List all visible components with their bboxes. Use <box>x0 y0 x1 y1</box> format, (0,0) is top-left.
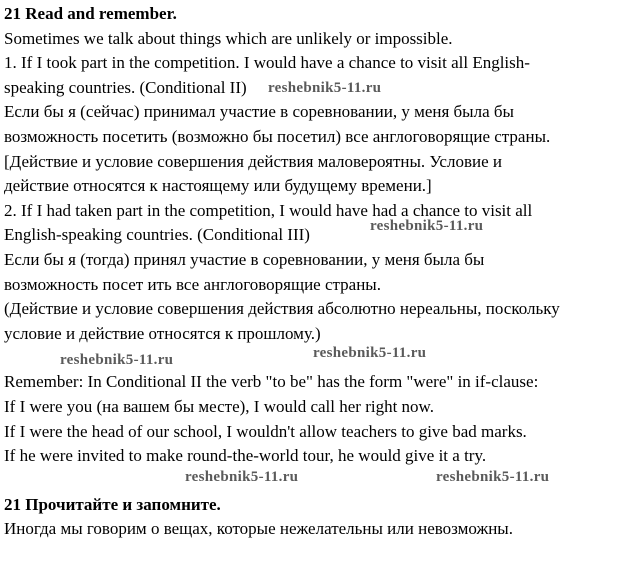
section-title-en: 21 Read and remember. <box>4 4 177 23</box>
text-line: [Действие и условие совершения действия маловероятны. Условие и <box>4 151 502 171</box>
text-line: Remember: In Conditional II the verb "to be" has the form "were" in if-clause: <box>4 372 539 392</box>
text-line: действие относятся к настоящему или будущему времени.] <box>4 176 432 196</box>
text-line: If I were you (на вашем бы месте), I would call her right now. <box>4 396 434 416</box>
text-line: возможность посет ить все англоговорящие страны. <box>4 274 381 294</box>
section-title-ru: 21 Прочитайте и запомните. <box>4 494 221 514</box>
text-line: 2. If I had taken part in the competition, I would have had a chance to visit all <box>4 200 533 220</box>
watermark: reshebnik5-11.ru <box>313 345 427 361</box>
text-line: If I were the head of our school, I wouldn't allow teachers to give bad marks. <box>4 421 527 441</box>
text-line: speaking countries. (Conditional II) <box>4 77 247 97</box>
text-line: 1. If I took part in the competition. I would have a chance to visit all English- <box>4 53 530 73</box>
watermark: reshebnik5-11.ru <box>370 218 484 234</box>
watermark: reshebnik5-11.ru <box>60 352 174 368</box>
text-line: Если бы я (сейчас) принимал участие в соревновании, у меня была бы <box>4 102 514 122</box>
watermark: reshebnik5-11.ru <box>185 469 299 485</box>
text-line: Если бы я (тогда) принял участие в соревновании, у меня была бы <box>4 249 485 269</box>
text-line-ru: Иногда мы говорим о вещах, которые нежелательны или невозможны. <box>4 519 513 539</box>
watermark: reshebnik5-11.ru <box>268 80 382 96</box>
text-line: Sometimes we talk about things which are unlikely or impossible. <box>4 28 453 48</box>
watermark: reshebnik5-11.ru <box>436 469 550 485</box>
text-line: If he were invited to make round-the-world tour, he would give it a try. <box>4 446 487 466</box>
text-line: возможность посетить (возможно бы посетил) все англоговорящие страны. <box>4 126 551 146</box>
text-line: (Действие и условие совершения действия абсолютно нереальны, поскольку <box>4 299 560 319</box>
text-line: English-speaking countries. (Conditional III) <box>4 225 310 245</box>
text-line: условие и действие относятся к прошлому.) <box>4 323 321 343</box>
